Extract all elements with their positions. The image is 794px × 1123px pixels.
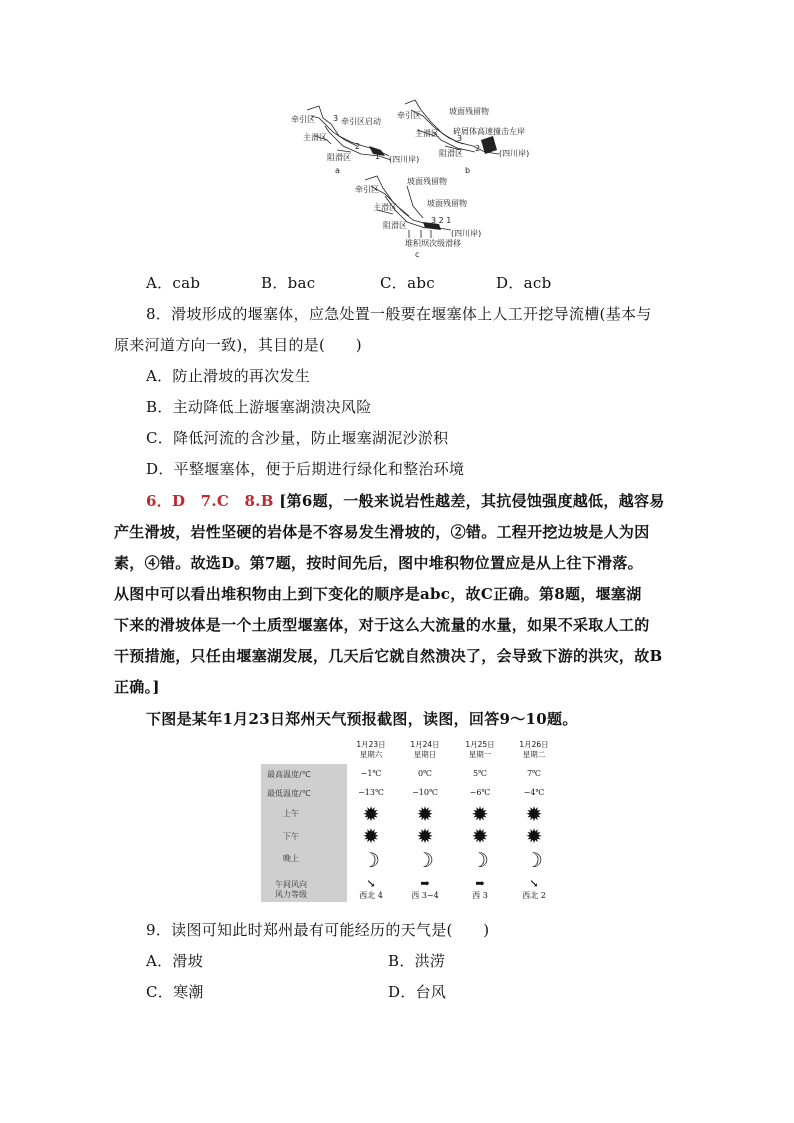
wind-direction-icon: ↘ — [529, 877, 539, 890]
q8-option-a: A．防止滑坡的再次发生 — [146, 367, 311, 385]
answer-line3: 素，④错。故选D。第7题，按时间先后，图中堆积物位置应是从上往下滑落。 — [114, 554, 643, 572]
row-label-morning: 上午 — [283, 809, 299, 818]
diagram-b-clastic-label: 碎屑体高速撞击左岸 — [453, 127, 525, 136]
row-label-afternoon: 下午 — [283, 832, 299, 841]
day-min-temp: −13℃ — [358, 788, 384, 797]
diagram-b-num2: 2 — [475, 144, 481, 153]
answer-line6: 干预措施，只任由堰塞湖发展，几天后它就自然溃决了，会导致下游的洪灾，故B — [114, 647, 663, 665]
day-min-temp: −6℃ — [469, 788, 491, 797]
diagram-a-bank-label: (四川岸) — [389, 155, 420, 164]
row-label-wind: 午间风向 — [275, 880, 307, 889]
day-date: 1月23日 — [356, 740, 386, 749]
moon-icon: ☽ — [471, 848, 489, 872]
q7-option-b: B．bac — [261, 274, 316, 292]
q7-option-a: A．cab — [146, 274, 201, 292]
q8-option-d: D．平整堰塞体，便于后期进行绿化和整治环境 — [146, 460, 465, 478]
answer-line7: 正确。] — [114, 678, 160, 696]
diagram-a-num2: 2 — [355, 142, 361, 151]
q9-option-d: D．台风 — [388, 983, 447, 1001]
day-column — [504, 740, 564, 760]
moon-icon: ☽ — [525, 848, 543, 872]
q9-option-c: C．寒潮 — [146, 983, 204, 1001]
answer-line4: 从图中可以看出堆积物由上到下变化的顺序是abc，故C正确。第8题，堰塞湖 — [114, 585, 642, 603]
weather-intro: 下图是某年1月23日郑州天气预报截图，读图，回答9～10题。 — [146, 710, 578, 728]
diagram-c-nums: 3 2 1 — [431, 216, 452, 225]
answer-line5: 下来的滑坡体是一个土质型堰塞体，对于这么大流量的水量，如果不采取人工的 — [114, 616, 650, 634]
diagram-a-letter: a — [335, 166, 340, 175]
moon-icon: ☽ — [416, 848, 434, 872]
diagram-b-slope-debris-label: 坡面残留物 — [449, 107, 489, 116]
day-wind: 西 3~4 — [411, 891, 439, 900]
answer-line2: 产生滑坡，岩性坚硬的岩体是不容易发生滑坡的，②错。工程开挖边坡是人为因 — [114, 523, 650, 541]
sun-icon: ✹ — [471, 802, 489, 826]
diagram-b-traction-label: 牵引区 — [397, 111, 421, 120]
sun-icon: ✹ — [525, 802, 543, 826]
q7-option-c: C．abc — [380, 274, 435, 292]
day-column — [450, 740, 510, 760]
landslide-diagrams — [285, 96, 545, 266]
weather-forecast-table — [261, 738, 553, 904]
diagram-a-traction-label: 牵引区 — [291, 115, 315, 124]
diagram-c-main-label: 主滑区 — [373, 203, 397, 212]
diagram-b-resist-label: 阻滑区 — [439, 149, 463, 158]
diagram-c-dam-label: 堆积坝次级滑移 — [405, 239, 461, 248]
q9-option-b: B．洪涝 — [388, 952, 446, 970]
sun-icon: ✹ — [362, 824, 380, 848]
day-column — [341, 740, 401, 760]
day-weekday: 星期一 — [468, 750, 492, 759]
q8-stem-line1: 8．滑坡形成的堰塞体，应急处置一般要在堰塞体上人工开挖导流槽(基本与 — [146, 305, 652, 323]
day-max-temp: 5℃ — [472, 769, 488, 778]
day-min-temp: −10℃ — [412, 788, 438, 797]
day-wind: 西北 4 — [359, 891, 383, 900]
diagram-a-main-label: 主滑区 — [303, 133, 327, 142]
sun-icon: ✹ — [416, 824, 434, 848]
sun-icon: ✹ — [362, 802, 380, 826]
answer-line1-text: [第6题，一般来说岩性越差，其抗侵蚀强度越低，越容易 — [279, 492, 665, 510]
diagram-b-main-label: 主滑区 — [415, 129, 439, 138]
sun-icon: ✹ — [471, 824, 489, 848]
diagram-c-resist-label: 阻滑区 — [383, 221, 407, 230]
day-weekday: 星期六 — [359, 750, 383, 759]
answer-line1 — [146, 486, 665, 516]
day-date: 1月26日 — [519, 740, 549, 749]
row-label-min-temp: 最低温度/℃ — [267, 789, 311, 798]
wind-direction-icon: ➡ — [420, 877, 430, 890]
sun-icon: ✹ — [416, 802, 434, 826]
q8-option-b: B．主动降低上游堰塞湖溃决风险 — [146, 398, 372, 416]
diagram-a-num1: 1 — [375, 152, 381, 161]
q9-option-a: A．滑坡 — [146, 952, 204, 970]
day-wind: 西北 2 — [522, 891, 546, 900]
diagram-a-traction-start-label: 牵引区启动 — [341, 117, 381, 126]
day-date: 1月25日 — [465, 740, 495, 749]
day-max-temp: −1℃ — [360, 769, 382, 778]
diagram-c-bank-label: (四川岸) — [451, 229, 482, 238]
q8-option-c: C．降低河流的含沙量，防止堰塞湖泥沙淤积 — [146, 429, 449, 447]
wind-direction-icon: ↘ — [366, 877, 376, 890]
diagram-c-letter: c — [415, 250, 420, 259]
day-wind: 西 3 — [472, 891, 488, 900]
day-column — [395, 740, 455, 760]
wind-direction-icon: ➡ — [475, 877, 485, 890]
diagram-a-resist-label: 阻滑区 — [327, 153, 351, 162]
day-date: 1月24日 — [410, 740, 440, 749]
diagram-c-slope-debris-label: 坡面残留物 — [427, 199, 467, 208]
diagram-b-num3: 3 — [457, 134, 463, 143]
day-max-temp: 0℃ — [417, 769, 433, 778]
row-label-wind-level: 风力等级 — [275, 890, 307, 899]
day-weekday: 星期二 — [522, 750, 546, 759]
answer-key: 6．D 7.C 8.B — [146, 492, 274, 510]
diagram-c-slope-debris-top-label: 坡面残留物 — [407, 177, 447, 186]
row-label-night: 晚上 — [283, 854, 299, 863]
diagram-a-num3: 3 — [333, 114, 339, 123]
diagram-b-letter: b — [465, 166, 471, 175]
day-max-temp: 7℃ — [526, 769, 542, 778]
diagram-b-num1: 1 — [483, 144, 489, 153]
moon-icon: ☽ — [362, 848, 380, 872]
q8-stem-line2: 原来河道方向一致)，其目的是( ) — [114, 336, 362, 354]
day-weekday: 星期日 — [413, 750, 437, 759]
diagram-b-bank-label: (四川岸) — [499, 149, 530, 158]
q9-stem: 9．读图可知此时郑州最有可能经历的天气是( ) — [146, 921, 490, 939]
q7-option-d: D．acb — [496, 274, 552, 292]
day-min-temp: −4℃ — [523, 788, 545, 797]
sun-icon: ✹ — [525, 824, 543, 848]
row-label-max-temp: 最高温度/℃ — [267, 770, 311, 779]
diagram-c-traction-label: 牵引区 — [355, 185, 379, 194]
